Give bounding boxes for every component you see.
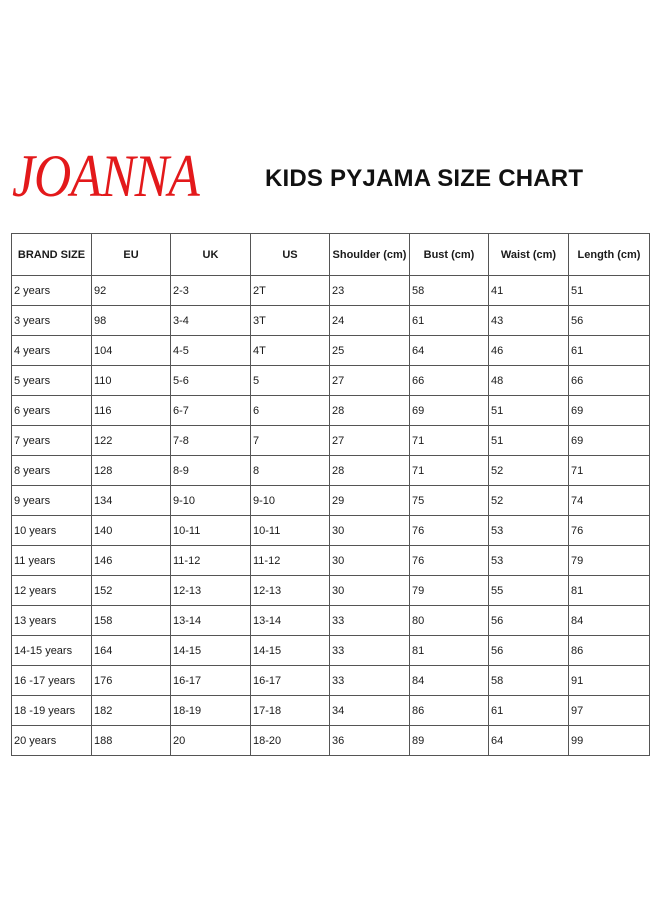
header-uk: UK: [171, 234, 251, 276]
uk-cell: 3-4: [171, 306, 251, 336]
us-cell: 7: [251, 426, 330, 456]
bust-cell: 76: [410, 516, 489, 546]
uk-cell: 20: [171, 726, 251, 756]
waist-cell: 53: [489, 516, 569, 546]
length-cell: 69: [569, 426, 650, 456]
length-cell: 86: [569, 636, 650, 666]
waist-cell: 55: [489, 576, 569, 606]
us-cell: 9-10: [251, 486, 330, 516]
bust-cell: 66: [410, 366, 489, 396]
waist-cell: 56: [489, 606, 569, 636]
brand-size-cell: 2 years: [12, 276, 92, 306]
shoulder-cell: 29: [330, 486, 410, 516]
waist-cell: 41: [489, 276, 569, 306]
us-cell: 3T: [251, 306, 330, 336]
uk-cell: 10-11: [171, 516, 251, 546]
us-cell: 17-18: [251, 696, 330, 726]
length-cell: 76: [569, 516, 650, 546]
table-row: [12, 366, 650, 396]
bust-cell: 80: [410, 606, 489, 636]
shoulder-cell: 36: [330, 726, 410, 756]
eu-cell: 146: [92, 546, 171, 576]
brand-size-cell: 10 years: [12, 516, 92, 546]
bust-cell: 71: [410, 456, 489, 486]
bust-cell: 79: [410, 576, 489, 606]
waist-cell: 58: [489, 666, 569, 696]
length-cell: 81: [569, 576, 650, 606]
eu-cell: 140: [92, 516, 171, 546]
uk-cell: 4-5: [171, 336, 251, 366]
shoulder-cell: 24: [330, 306, 410, 336]
length-cell: 71: [569, 456, 650, 486]
us-cell: 13-14: [251, 606, 330, 636]
eu-cell: 116: [92, 396, 171, 426]
eu-cell: 188: [92, 726, 171, 756]
length-cell: 61: [569, 336, 650, 366]
uk-cell: 6-7: [171, 396, 251, 426]
brand-size-cell: 9 years: [12, 486, 92, 516]
length-cell: 99: [569, 726, 650, 756]
eu-cell: 110: [92, 366, 171, 396]
shoulder-cell: 33: [330, 606, 410, 636]
eu-cell: 164: [92, 636, 171, 666]
brand-size-cell: 16 -17 years: [12, 666, 92, 696]
shoulder-cell: 34: [330, 696, 410, 726]
shoulder-cell: 30: [330, 516, 410, 546]
brand-size-cell: 11 years: [12, 546, 92, 576]
waist-cell: 51: [489, 426, 569, 456]
uk-cell: 14-15: [171, 636, 251, 666]
us-cell: 6: [251, 396, 330, 426]
waist-cell: 46: [489, 336, 569, 366]
brand-size-cell: 14-15 years: [12, 636, 92, 666]
eu-cell: 92: [92, 276, 171, 306]
uk-cell: 5-6: [171, 366, 251, 396]
length-cell: 79: [569, 546, 650, 576]
us-cell: 12-13: [251, 576, 330, 606]
shoulder-cell: 33: [330, 636, 410, 666]
table-row: [12, 516, 650, 546]
brand-size-cell: 5 years: [12, 366, 92, 396]
shoulder-cell: 23: [330, 276, 410, 306]
table-row: [12, 606, 650, 636]
table-row: [12, 726, 650, 756]
brand-size-cell: 6 years: [12, 396, 92, 426]
length-cell: 91: [569, 666, 650, 696]
brand-size-cell: 4 years: [12, 336, 92, 366]
brand-size-cell: 20 years: [12, 726, 92, 756]
uk-cell: 18-19: [171, 696, 251, 726]
shoulder-cell: 28: [330, 456, 410, 486]
table-header-row: [12, 234, 650, 276]
eu-cell: 158: [92, 606, 171, 636]
bust-cell: 84: [410, 666, 489, 696]
us-cell: 14-15: [251, 636, 330, 666]
bust-cell: 76: [410, 546, 489, 576]
us-cell: 10-11: [251, 516, 330, 546]
bust-cell: 58: [410, 276, 489, 306]
bust-cell: 89: [410, 726, 489, 756]
table-row: [12, 666, 650, 696]
us-cell: 16-17: [251, 666, 330, 696]
table-row: [12, 396, 650, 426]
waist-cell: 51: [489, 396, 569, 426]
us-cell: 11-12: [251, 546, 330, 576]
header-eu: EU: [92, 234, 171, 276]
bust-cell: 64: [410, 336, 489, 366]
shoulder-cell: 28: [330, 396, 410, 426]
table-row: [12, 576, 650, 606]
eu-cell: 152: [92, 576, 171, 606]
table-row: [12, 546, 650, 576]
length-cell: 84: [569, 606, 650, 636]
table-body: [12, 276, 650, 756]
shoulder-cell: 25: [330, 336, 410, 366]
waist-cell: 43: [489, 306, 569, 336]
eu-cell: 122: [92, 426, 171, 456]
brand-size-cell: 12 years: [12, 576, 92, 606]
eu-cell: 98: [92, 306, 171, 336]
waist-cell: 64: [489, 726, 569, 756]
table-row: [12, 636, 650, 666]
header-waist: Waist (cm): [489, 234, 569, 276]
table-row: [12, 486, 650, 516]
brand-logo: JOANNA: [12, 143, 199, 209]
shoulder-cell: 33: [330, 666, 410, 696]
header-bust: Bust (cm): [410, 234, 489, 276]
length-cell: 56: [569, 306, 650, 336]
eu-cell: 182: [92, 696, 171, 726]
brand-size-cell: 18 -19 years: [12, 696, 92, 726]
us-cell: 2T: [251, 276, 330, 306]
table-row: [12, 456, 650, 486]
waist-cell: 53: [489, 546, 569, 576]
table-row: [12, 426, 650, 456]
brand-size-cell: 13 years: [12, 606, 92, 636]
bust-cell: 75: [410, 486, 489, 516]
uk-cell: 8-9: [171, 456, 251, 486]
table-row: [12, 306, 650, 336]
header-brand-size: BRAND SIZE: [12, 234, 92, 276]
eu-cell: 176: [92, 666, 171, 696]
length-cell: 74: [569, 486, 650, 516]
brand-size-cell: 7 years: [12, 426, 92, 456]
shoulder-cell: 27: [330, 426, 410, 456]
brand-size-cell: 8 years: [12, 456, 92, 486]
eu-cell: 134: [92, 486, 171, 516]
uk-cell: 12-13: [171, 576, 251, 606]
bust-cell: 81: [410, 636, 489, 666]
length-cell: 66: [569, 366, 650, 396]
eu-cell: 128: [92, 456, 171, 486]
bust-cell: 61: [410, 306, 489, 336]
page-title: KIDS PYJAMA SIZE CHART: [265, 165, 584, 192]
bust-cell: 86: [410, 696, 489, 726]
waist-cell: 61: [489, 696, 569, 726]
waist-cell: 52: [489, 486, 569, 516]
brand-size-cell: 3 years: [12, 306, 92, 336]
bust-cell: 69: [410, 396, 489, 426]
waist-cell: 52: [489, 456, 569, 486]
uk-cell: 7-8: [171, 426, 251, 456]
eu-cell: 104: [92, 336, 171, 366]
length-cell: 97: [569, 696, 650, 726]
us-cell: 18-20: [251, 726, 330, 756]
waist-cell: 48: [489, 366, 569, 396]
uk-cell: 2-3: [171, 276, 251, 306]
length-cell: 51: [569, 276, 650, 306]
shoulder-cell: 27: [330, 366, 410, 396]
table-row: [12, 336, 650, 366]
header-length: Length (cm): [569, 234, 650, 276]
shoulder-cell: 30: [330, 546, 410, 576]
uk-cell: 9-10: [171, 486, 251, 516]
uk-cell: 11-12: [171, 546, 251, 576]
us-cell: 4T: [251, 336, 330, 366]
uk-cell: 13-14: [171, 606, 251, 636]
uk-cell: 16-17: [171, 666, 251, 696]
size-chart-table: [11, 233, 650, 756]
table-row: [12, 276, 650, 306]
header-shoulder: Shoulder (cm): [330, 234, 410, 276]
bust-cell: 71: [410, 426, 489, 456]
us-cell: 8: [251, 456, 330, 486]
shoulder-cell: 30: [330, 576, 410, 606]
header-us: US: [251, 234, 330, 276]
length-cell: 69: [569, 396, 650, 426]
table-row: [12, 696, 650, 726]
us-cell: 5: [251, 366, 330, 396]
waist-cell: 56: [489, 636, 569, 666]
